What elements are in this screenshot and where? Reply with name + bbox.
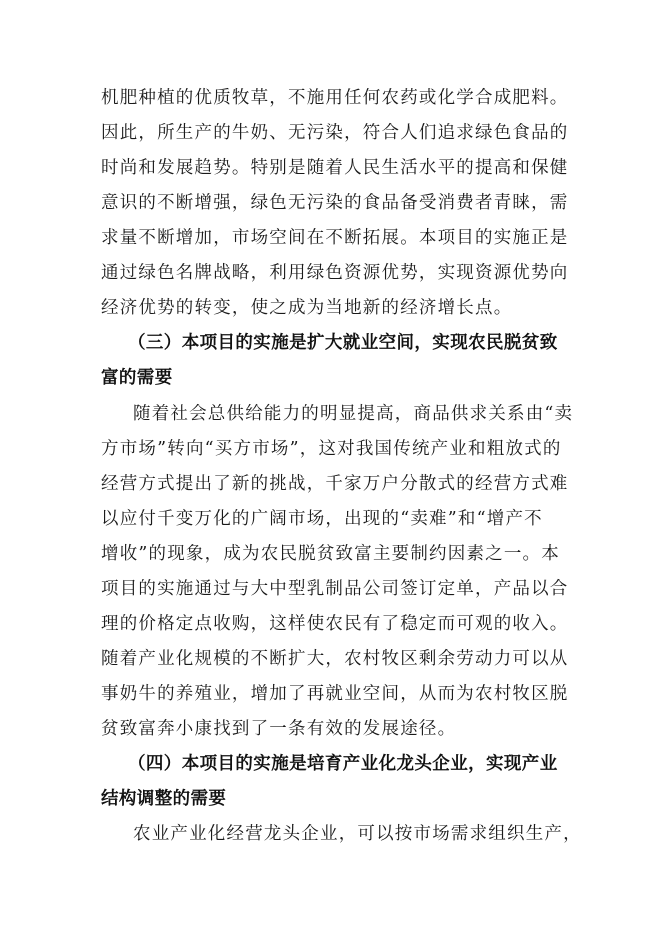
body-text-line: 项目的实施通过与大中型乳制品公司签订定单，产品以合 — [101, 579, 569, 599]
body-text-line: 随着产业化规模的不断扩大，农村牧区剩余劳动力可以从 — [101, 649, 569, 669]
body-text-line: 以应付千变万化的广阔市场，出现的“卖难”和“增产不 — [101, 509, 543, 529]
body-text-line: 经营方式提出了新的挑战，千家万户分散式的经营方式难 — [101, 474, 569, 494]
body-text-line: 增收”的现象，成为农民脱贫致富主要制约因素之一。本 — [101, 544, 560, 564]
body-text-line: 求量不断增加，市场空间在不断拓展。本项目的实施正是 — [101, 228, 569, 248]
body-text-line: 农业产业化经营龙头企业，可以按市场需求组织生产， — [133, 824, 582, 844]
body-text-line: 时尚和发展趋势。特别是随着人民生活水平的提高和保健 — [101, 158, 569, 178]
body-text-line: 意识的不断增强，绿色无污染的食品备受消费者青睐，需 — [101, 193, 569, 213]
section-heading-4: （四）本项目的实施是培育产业化龙头企业，实现产业 — [128, 754, 558, 774]
body-text-line: 随着社会总供给能力的明显提高，商品供求关系由“卖 — [133, 404, 574, 424]
section-heading-3-continued: 富的需要 — [101, 368, 173, 388]
body-text-line: 通过绿色名牌战略，利用绿色资源优势，实现资源优势向 — [101, 263, 569, 283]
section-heading-4-continued: 结构调整的需要 — [101, 789, 227, 809]
body-text-line: 理的价格定点收购，这样使农民有了稳定而可观的收入。 — [101, 614, 569, 634]
body-text-line: 方市场”转向“买方市场”，这对我国传统产业和粗放式的 — [101, 439, 562, 459]
body-text-line: 贫致富奔小康找到了一条有效的发展途径。 — [101, 719, 457, 739]
body-text-line: 事奶牛的养殖业，增加了再就业空间，从而为农村牧区脱 — [101, 684, 569, 704]
body-text-line: 经济优势的转变，使之成为当地新的经济增长点。 — [101, 298, 513, 318]
section-heading-3: （三）本项目的实施是扩大就业空间，实现农民脱贫致 — [128, 333, 558, 353]
body-text-line: 机肥种植的优质牧草，不施用任何农药或化学合成肥料。 — [101, 88, 569, 108]
body-text-line: 因此，所生产的牛奶、无污染，符合人们追求绿色食品的 — [101, 123, 569, 143]
